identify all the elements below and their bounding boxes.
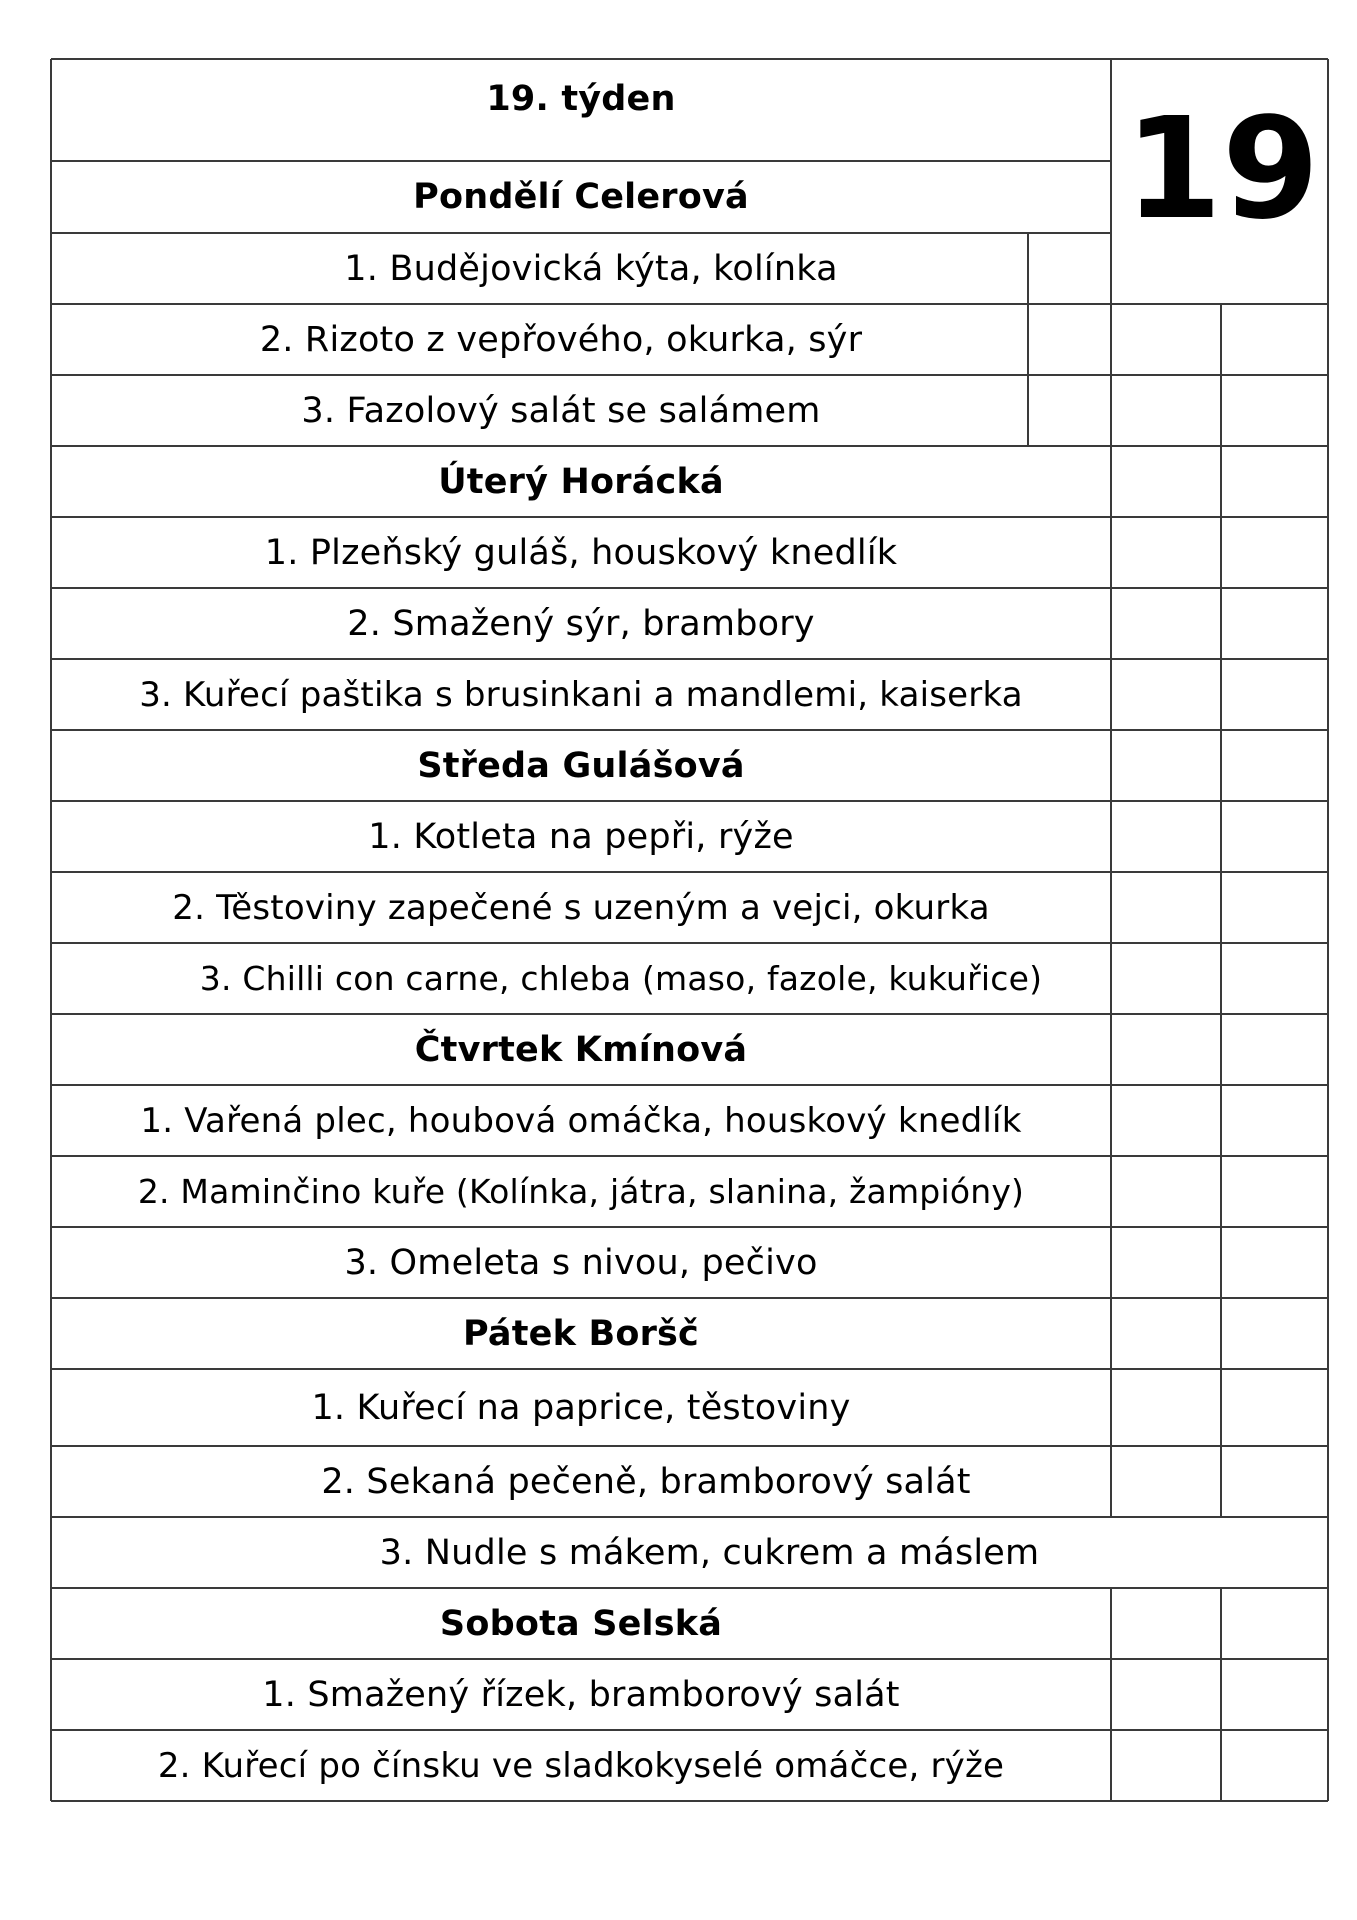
meal-item: 2. Maminčino kuře (Kolínka, játra, slanina, žampióny) [137, 1172, 1025, 1211]
meal-item: 1. Smažený řízek, bramborový salát [262, 1674, 900, 1715]
meal-item: 3. Chilli con carne, chleba (maso, fazole, kukuřice) [199, 959, 1043, 998]
week-number: 19 [1124, 88, 1320, 251]
week-title: 19. týden [486, 79, 676, 119]
meal-item: 2. Rizoto z vepřového, okurka, sýr [259, 319, 863, 360]
meal-item: 2. Sekaná pečeně, bramborový salát [321, 1461, 971, 1502]
day-heading: Středa Gulášová [417, 745, 745, 786]
meal-item: 2. Smažený sýr, brambory [347, 603, 815, 644]
meal-item: 3. Nudle s mákem, cukrem a máslem [379, 1532, 1040, 1573]
meal-item: 1. Plzeňský guláš, houskový knedlík [264, 532, 898, 573]
meal-item: 2. Těstoviny zapečené s uzeným a vejci, okurka [172, 887, 990, 928]
meal-item: 1. Kuřecí na paprice, těstoviny [311, 1387, 851, 1428]
meal-item: 3. Fazolový salát se salámem [301, 390, 821, 431]
day-heading: Sobota Selská [439, 1603, 723, 1644]
meal-item: 1. Vařená plec, houbová omáčka, houskový knedlík [140, 1100, 1022, 1141]
day-heading: Pátek Boršč [462, 1313, 700, 1354]
meal-item: 2. Kuřecí po čínsku ve sladkokyselé omáčce, rýže [157, 1745, 1005, 1786]
meal-item: 3. Omeleta s nivou, pečivo [344, 1242, 818, 1283]
meal-item: 3. Kuřecí paštika s brusinkani a mandlemi, kaiserka [139, 674, 1023, 715]
meal-item: 1. Budějovická kýta, kolínka [344, 248, 838, 289]
day-heading: Pondělí Celerová [413, 177, 749, 217]
day-heading: Čtvrtek Kmínová [414, 1029, 748, 1070]
meal-item: 1. Kotleta na pepři, rýže [368, 816, 794, 857]
day-heading: Úterý Horácká [438, 461, 724, 502]
